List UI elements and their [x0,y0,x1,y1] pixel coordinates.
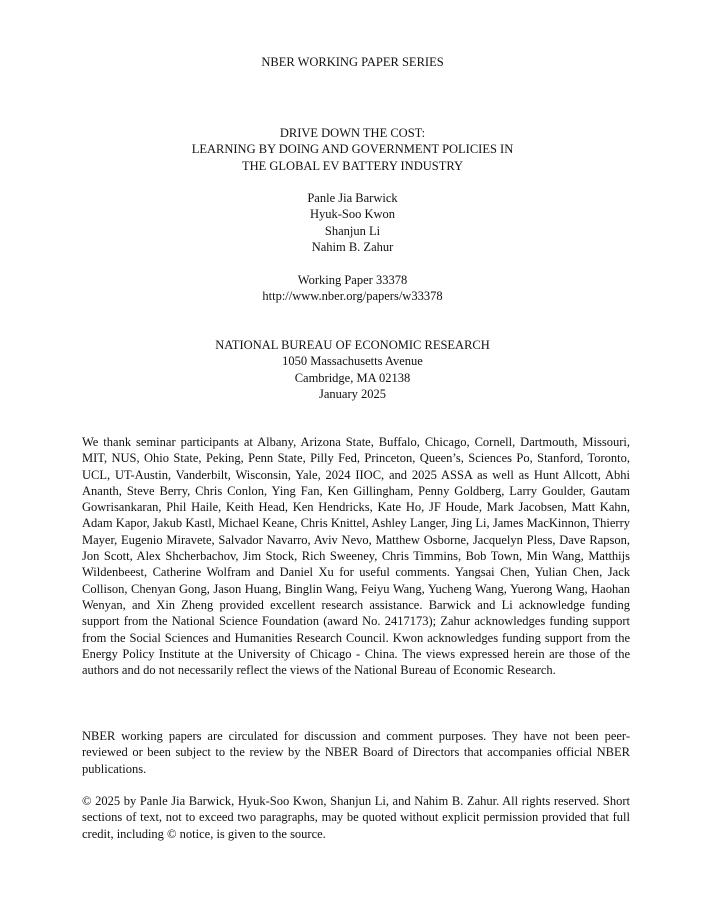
publication-date: January 2025 [319,386,386,401]
series-heading [0,54,705,70]
working-paper-number: Working Paper 33378 [297,273,408,287]
institution-name: NATIONAL BUREAU OF ECONOMIC RESEARCH [215,338,490,352]
acknowledgements-paragraph: We thank seminar participants at Albany, Arizona State, Buffalo, Chicago, Cornell, Dartmouth, Missouri, MIT, NUS, Ohio State, Peking, Penn State, Pilly Fed, Princeton, Queen’s, Sciences Po, Stanford, Toronto, UCL, UT-Austin, Vanderbilt, Wisconsin, Yale, 2024 IIOC, and 2025 ASSA as well as Hunt Allcott, Abhi Ananth, Steve Berry, Chris Conlon, Ying Fan, Ken Gillingham, Penny Goldberg, Larry Goulder, Gautam Gowrisankaran, Phil Haile, Keith Head, Ken Hendricks, Kate Ho, JF Houde, Mark Jacobsen, Matt Kahn, Adam Kapor, Jakub Kastl, Michael Keane, Chris Knittel, Ashley Langer, Jing Li, James MacKinnon, Thierry Mayer, Eugenio Miravete, Salvador Navarro, Aviv Nevo, Matthew Osborne, Jacquelyn Pless, Dave Rapson, Jon Scott, Alex Shcherbachov, Jim Stock, Rich Sweeney, Chris Timmins, Bob Town, Min Wang, Matthijs Wildenbeest, Catherine Wolfram and Daniel Xu for useful comments. Yangsai Chen, Yulian Chen, Jack Collison, Chenyan Gong, Jason Huang, Binglin Wang, Feiyu Wang, Yucheng Wang, Yuerong Wang, Haohan Wenyan, and Xin Zheng provided excellent research assistance. Barwick and Li acknowledge funding support from the National Science Foundation (award No. 2417173); Zahur acknowledges funding support from the Social Sciences and Humanities Research Council. Kwon acknowledges funding support from the Energy Policy Institute at the University of Chicago - China. The views expressed herein are those of the authors and do not necessarily reflect the views of the National Bureau of Economic Research. [82,435,630,678]
series-label: NBER WORKING PAPER SERIES [261,55,444,69]
title-line: DRIVE DOWN THE COST: [279,126,426,140]
working-paper-url[interactable]: http://www.nber.org/papers/w33378 [262,289,443,304]
author-name: Panle Jia Barwick [307,191,398,205]
working-paper-info [0,272,705,305]
institution-street: 1050 Massachusetts Avenue [282,354,423,369]
copyright-paragraph: © 2025 by Panle Jia Barwick, Hyuk-Soo Kwon, Shanjun Li, and Nahim B. Zahur. All rights reserved. Short sections of text, not to exceed two paragraphs, may be quoted without explicit permission provided that full credit, including © notice, is given to the source. [82,794,630,841]
author-list [0,190,705,255]
institution-block [0,337,705,402]
institution-city: Cambridge, MA 02138 [294,370,411,385]
title-line: THE GLOBAL EV BATTERY INDUSTRY [241,158,464,173]
author-name: Shanjun Li [324,223,381,238]
author-name: Nahim B. Zahur [311,239,394,254]
title-line: LEARNING BY DOING AND GOVERNMENT POLICIES IN [191,142,514,157]
disclaimer-paragraph: NBER working papers are circulated for discussion and comment purposes. They have not been peer-reviewed or been subject to the review by the NBER Board of Directors that accompanies official NBER publications. [82,729,630,776]
author-name: Hyuk-Soo Kwon [309,207,396,222]
paper-title [0,125,705,174]
